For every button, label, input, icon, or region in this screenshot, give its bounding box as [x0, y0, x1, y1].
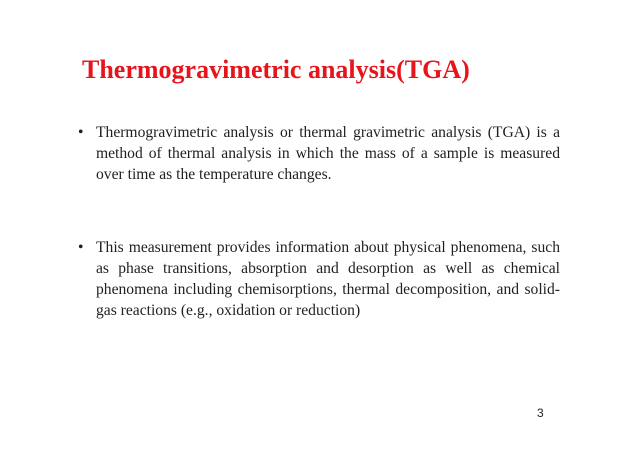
bullet-icon: • — [78, 124, 84, 141]
bullet-text: This measurement provides information about physical phenomena, such as phase transitions, absorption and desorption as well as chemical phenomena including chemisorptions, thermal decomposition, and solid-gas reactions (e.g., oxidation or reduction) — [96, 239, 560, 319]
bullet-item — [78, 122, 560, 185]
slide-title: Thermogravimetric analysis(TGA) — [82, 55, 470, 84]
page-number: 3 — [537, 406, 544, 420]
bullet-item — [78, 237, 560, 321]
bullet-list — [78, 122, 560, 321]
bullet-text: Thermogravimetric analysis or thermal gravimetric analysis (TGA) is a method of thermal analysis in which the mass of a sample is measured over time as the temperature changes. — [96, 124, 560, 183]
bullet-icon: • — [78, 239, 84, 256]
